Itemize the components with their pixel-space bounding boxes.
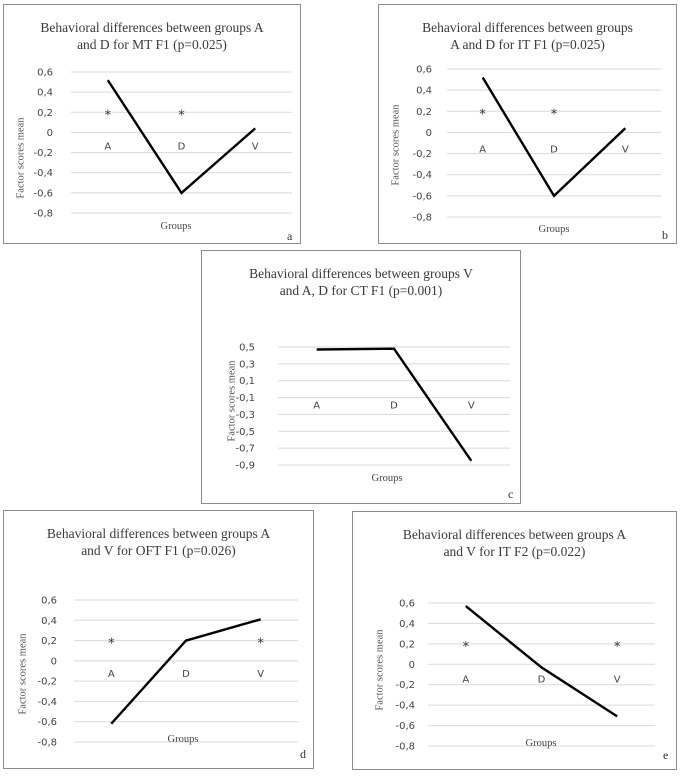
x-category-label: A (313, 400, 321, 412)
y-tick-label: -0,8 (412, 212, 432, 224)
chart-title: Behavioral differences between groups A and V for IT F2 (p=0.022) (402, 527, 627, 559)
y-axis-label: Factor scores mean (390, 104, 402, 186)
series-line (108, 80, 255, 193)
chart-plot (353, 512, 678, 771)
x-category-label: V (257, 669, 265, 681)
x-axis-label: Groups (160, 221, 192, 232)
y-tick-label: 0,2 (399, 639, 415, 651)
x-category-label: D (537, 674, 546, 686)
x-category-label: V (251, 141, 259, 153)
chart-plot (4, 511, 315, 770)
significance-asterisk: * (613, 639, 621, 655)
y-tick-label: 0,6 (416, 64, 432, 76)
y-tick-label: -0,9 (235, 460, 255, 472)
y-tick-label: -0,2 (412, 149, 432, 161)
x-axis-label: Groups (525, 738, 557, 749)
y-tick-label: -0,8 (395, 741, 415, 753)
chart-panel-a (3, 4, 301, 244)
x-category-label: A (462, 674, 470, 686)
y-tick-label: -0,3 (235, 409, 255, 421)
y-tick-label: 0,3 (239, 359, 255, 371)
significance-asterisk: * (257, 636, 264, 652)
y-tick-label: 0,6 (399, 598, 415, 610)
panel-letter: b (662, 228, 668, 242)
panel-letter: d (300, 747, 306, 761)
y-tick-label: -0,4 (412, 170, 432, 182)
x-category-label: D (390, 400, 398, 412)
y-tick-label: 0,5 (239, 342, 255, 354)
y-tick-label: -0,2 (33, 148, 53, 160)
chart-title: Behavioral differences between groups A and D for MT F1 (p=0.025) (40, 20, 264, 52)
y-tick-label: 0,6 (37, 67, 53, 79)
y-tick-label: -0,6 (395, 721, 415, 733)
y-tick-label: -0,4 (37, 696, 57, 708)
significance-asterisk: * (550, 107, 558, 123)
significance-asterisk: * (462, 639, 470, 655)
y-tick-label: -0,8 (37, 737, 57, 749)
x-category-label: A (104, 141, 112, 153)
significance-asterisk: * (104, 108, 112, 124)
y-tick-label: 0,2 (41, 636, 57, 648)
significance-asterisk: * (479, 107, 486, 123)
chart-panel-e (352, 511, 677, 770)
y-tick-label: 0,2 (37, 107, 53, 119)
y-axis-label: Factor scores mean (374, 629, 386, 711)
chart-panel-b (378, 4, 677, 244)
y-tick-label: 0,4 (416, 85, 432, 97)
chart-title: Behavioral differences between groups V and A, D for CT F1 (p=0.001) (249, 266, 473, 298)
x-axis-label: Groups (167, 734, 199, 745)
y-tick-label: -0,6 (33, 188, 53, 200)
y-tick-label: -0,4 (395, 700, 415, 712)
x-category-label: V (613, 674, 621, 686)
x-category-label: V (621, 144, 629, 156)
y-axis-label: Factor scores mean (17, 633, 29, 715)
y-tick-label: 0,6 (41, 595, 57, 607)
x-category-label: A (107, 669, 115, 681)
y-tick-label: -0,6 (412, 191, 432, 203)
chart-panel-c (201, 250, 521, 504)
y-tick-label: -0,1 (235, 393, 255, 405)
x-category-label: D (182, 669, 190, 681)
y-tick-label: -0,5 (235, 426, 255, 438)
x-category-label: A (479, 144, 487, 156)
y-tick-label: -0,6 (37, 717, 57, 729)
y-tick-label: 0,1 (239, 376, 255, 388)
y-tick-label: -0,7 (235, 443, 255, 455)
x-category-label: D (550, 144, 558, 156)
y-tick-label: 0,4 (37, 87, 53, 99)
panel-letter: c (508, 487, 514, 501)
significance-asterisk: * (108, 636, 115, 652)
y-tick-label: 0 (425, 127, 432, 139)
y-tick-label: -0,2 (395, 680, 415, 692)
chart-title: Behavioral differences between groups A and V for OFT F1 (p=0.026) (46, 526, 271, 558)
y-tick-label: -0,2 (37, 676, 57, 688)
y-tick-label: -0,4 (33, 168, 53, 180)
y-tick-label: 0,2 (416, 106, 432, 118)
chart-plot (379, 5, 678, 245)
y-tick-label: 0,4 (41, 615, 57, 627)
x-category-label: D (177, 141, 186, 153)
y-axis-label: Factor scores mean (15, 117, 27, 199)
series-line (483, 78, 626, 196)
y-axis-label: Factor scores mean (226, 360, 238, 442)
panel-letter: e (663, 748, 669, 762)
significance-asterisk: * (178, 108, 185, 124)
chart-panel-d (3, 510, 314, 769)
y-tick-label: 0 (46, 127, 53, 139)
chart-title: Behavioral differences between groups A and D for IT F1 (p=0.025) (422, 20, 633, 52)
x-axis-label: Groups (371, 473, 403, 484)
series-line (466, 606, 617, 716)
x-axis-label: Groups (538, 224, 570, 235)
y-tick-label: 0 (50, 656, 57, 668)
chart-plot (202, 251, 522, 505)
chart-plot (4, 5, 302, 245)
y-tick-label: -0,8 (33, 208, 53, 220)
panel-letter: a (287, 229, 293, 243)
y-tick-label: 0,4 (399, 618, 415, 630)
y-tick-label: 0 (408, 659, 415, 671)
x-category-label: V (467, 400, 475, 412)
